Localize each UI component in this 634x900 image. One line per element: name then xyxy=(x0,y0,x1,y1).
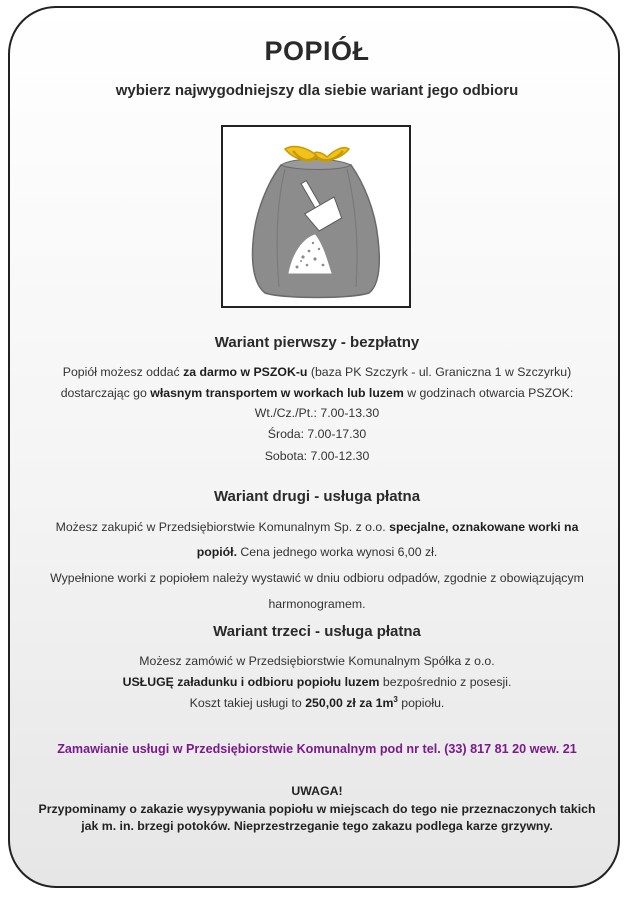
page-title: POPIÓŁ xyxy=(264,36,370,66)
variant1-hours2: Środa: 7.00-17.30 xyxy=(267,427,367,441)
variant3-line2: USŁUGĘ załadunku i odbioru popiołu luzem bezpośrednio z posesji. xyxy=(122,675,512,689)
variant1-heading: Wariant pierwszy - bezpłatny xyxy=(214,334,420,351)
variant2-heading: Wariant drugi - usługa płatna xyxy=(213,488,421,505)
variant3-heading: Wariant trzeci - usługa płatna xyxy=(213,623,421,640)
variant3-line1: Możesz zamówić w Przedsiębiorstwie Komunalnym Spółka z o.o. xyxy=(139,654,495,668)
variant2-line3: Wypełnione worki z popiołem należy wystawić w dniu odbioru odpadów, zgodnie z obowiązującym xyxy=(50,571,584,585)
warning-line2: jak m. in. brzegi potoków. Nieprzestrzeganie tego zakazu podlega karze grzywny. xyxy=(81,819,553,833)
variant2-line1: Możesz zakupić w Przedsiębiorstwie Komunalnym Sp. z o.o. specjalne, oznakowane worki na xyxy=(55,520,579,534)
variant2-line2: popiół. Cena jednego worka wynosi 6,00 zł. xyxy=(196,545,438,559)
contact-phone: Zamawianie usługi w Przedsiębiorstwie Komunalnym pod nr tel. (33) 817 81 20 wew. 21 xyxy=(57,742,577,756)
page-subtitle: wybierz najwygodniejszy dla siebie wariant jego odbioru xyxy=(115,82,519,99)
variant1-hours1: Wt./Cz./Pt.: 7.00-13.30 xyxy=(254,406,380,420)
variant3-line3: Koszt takiej usługi to 250,00 zł za $1m^3$ popiołu. xyxy=(189,694,445,710)
variant1-line1: Popiół możesz oddać za darmo w PSZOK-u (baza PK Szczyrk - ul. Graniczna 1 w Szczyrku) xyxy=(62,365,572,379)
warning-title: UWAGA! xyxy=(291,784,343,798)
variant1-line2: dostarczając go własnym transportem w workach lub luzem w godzinach otwarcia PSZOK: xyxy=(60,386,574,400)
warning-line1: Przypominamy o zakazie wysypywania popiołu w miejscach do tego nie przeznaczonych takich xyxy=(38,802,596,816)
ash-bag-image xyxy=(221,125,411,308)
variant2-line4: harmonogramem. xyxy=(268,597,366,611)
variant1-hours3: Sobota: 7.00-12.30 xyxy=(264,449,370,463)
ash-trash-bag-icon xyxy=(223,127,409,306)
